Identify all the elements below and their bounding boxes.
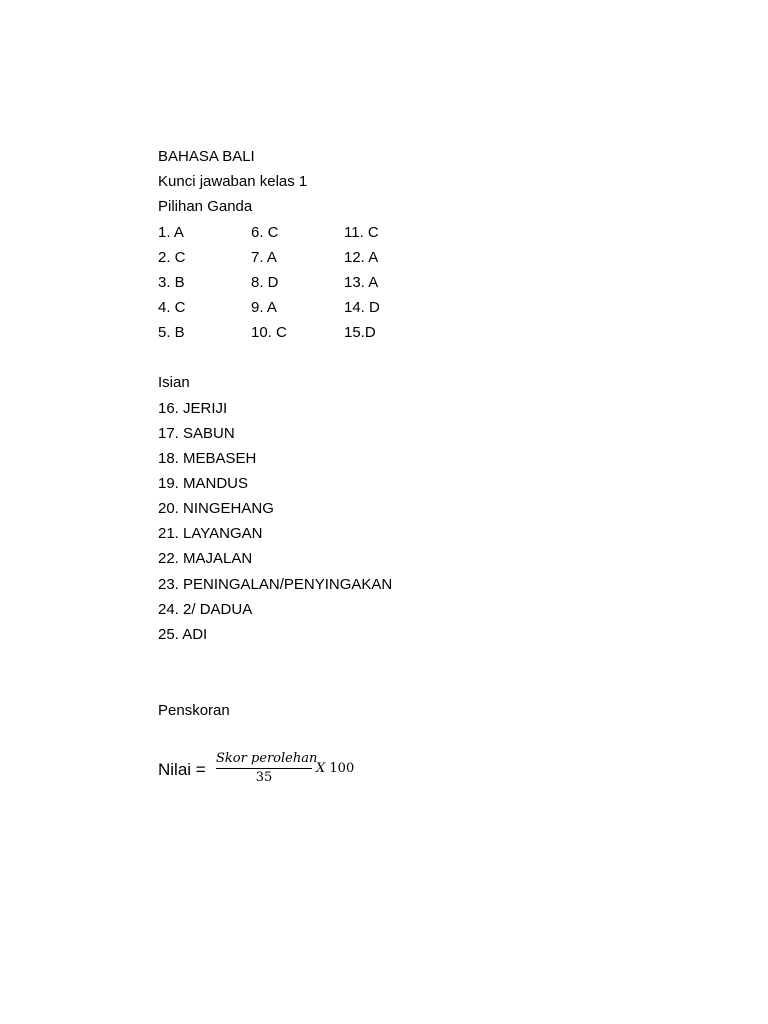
answer-item: 14. D xyxy=(344,299,380,316)
isian-item: 22. MAJALAN xyxy=(158,550,253,567)
answer-item: 13. A xyxy=(344,274,379,291)
answer-item: 3. B xyxy=(158,274,185,291)
isian-item: 20. NINGEHANG xyxy=(158,500,274,517)
answer-item: 9. A xyxy=(251,299,277,316)
answer-item: 10. C xyxy=(251,324,287,341)
isian-item: 16. JERIJI xyxy=(158,400,228,417)
answer-item: 7. A xyxy=(251,249,277,266)
answer-item: 6. C xyxy=(251,224,279,241)
answer-item: 1. A xyxy=(158,224,184,241)
answer-item: 8. D xyxy=(251,274,279,291)
isian-item: 18. MEBASEH xyxy=(158,450,257,467)
isian-item: 21. LAYANGAN xyxy=(158,525,263,542)
isian-item: 24. 2/ DADUA xyxy=(158,601,253,618)
answer-item: 15.D xyxy=(344,324,376,341)
answer-item: 4. C xyxy=(158,299,186,316)
isian-item: 19. MANDUS xyxy=(158,475,249,492)
isian-item: 23. PENINGALAN/PENYINGAKAN xyxy=(158,576,393,593)
isian-item: 17. SABUN xyxy=(158,425,235,442)
answer-item: 2. C xyxy=(158,249,186,266)
section-multiple-choice: Pilihan Ganda xyxy=(158,198,253,215)
formula-numerator: Skor perolehan xyxy=(216,750,312,769)
formula-multiplier xyxy=(316,760,354,778)
answer-item: 12. A xyxy=(344,249,379,266)
formula-label: Nilai = xyxy=(158,760,206,779)
formula-fraction xyxy=(216,750,318,786)
isian-item: 25. ADI xyxy=(158,626,208,643)
answer-item: 11. C xyxy=(344,224,379,241)
multiplier-symbol: X xyxy=(316,761,326,776)
section-scoring: Penskoran xyxy=(158,702,230,719)
multiplier-value: 100 xyxy=(329,761,355,776)
answer-item: 5. B xyxy=(158,324,185,341)
section-isian: Isian xyxy=(158,374,190,391)
subtitle: Kunci jawaban kelas 1 xyxy=(158,173,308,190)
formula-denominator: 35 xyxy=(255,770,273,785)
subject-title: BAHASA BALI xyxy=(158,148,255,165)
